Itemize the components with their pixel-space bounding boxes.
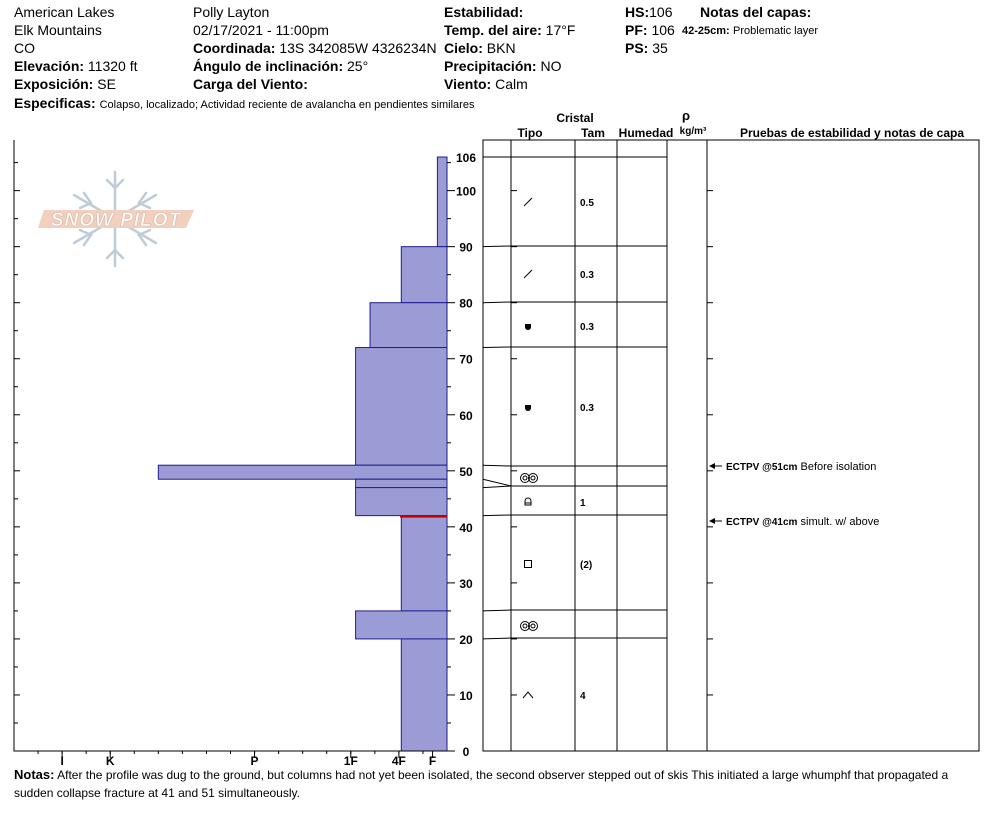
layer-note: 42-25cm: Problematic layer xyxy=(682,25,819,37)
moisture-header: Humedad xyxy=(618,126,674,140)
pit-depth: PF: 106 xyxy=(625,22,675,38)
observer-name: Polly Layton xyxy=(193,4,270,20)
grain-size-label: 4 xyxy=(580,691,586,702)
depth-tick-label: 0 xyxy=(462,745,470,759)
notes-text: After the profile was dug to the ground, but columns had not yet been isolated, the second observer stepped out of skis This initiated a large whumphf that propagated a sudden collapse fracture at 41 and 51 simultaneously. xyxy=(14,768,949,800)
layer-notes-title: Notas del capas: xyxy=(700,4,812,20)
hardness-bar-8 xyxy=(356,611,447,639)
snowpilot-logo xyxy=(38,172,194,266)
hardness-bar-5 xyxy=(356,479,447,487)
depth-tick-label: 60 xyxy=(459,408,473,423)
hardness-tick-label: F xyxy=(428,754,437,768)
hardness-tick-label: K xyxy=(105,754,115,768)
hardness-bar-4 xyxy=(158,465,447,479)
rounded-grain-icon xyxy=(525,324,531,330)
precipitation: Precipitación: NO xyxy=(444,58,562,74)
caret-mark xyxy=(523,692,533,698)
depth-tick-label: 90 xyxy=(459,240,473,255)
depth-tick-label: 10 xyxy=(459,688,473,703)
hardness-tick-label: 1F xyxy=(343,754,358,768)
tests-header: Pruebas de estabilidad y notas de capa xyxy=(739,126,965,140)
rounded-grain-icon xyxy=(525,405,531,411)
hardness-bar-7 xyxy=(401,516,447,611)
precip-particle-icon xyxy=(524,270,532,278)
test-code: ECTPV @51cm xyxy=(726,462,798,473)
air-temperature: Temp. del aire: 17°F xyxy=(444,22,576,38)
depth-tick-label: 20 xyxy=(459,632,473,647)
grain-size-label: 1 xyxy=(580,498,586,509)
hardness-tick-label: 4F xyxy=(391,754,406,768)
profile-notes xyxy=(14,766,980,802)
hardness-tick-label: P xyxy=(250,754,259,768)
hardness-bar-3 xyxy=(356,348,447,466)
depth-tick-label: 106 xyxy=(455,151,477,165)
test-code: ECTPV @41cm xyxy=(726,517,798,528)
precip-particle-icon xyxy=(524,198,532,206)
grain-size-label: (2) xyxy=(580,560,593,571)
ring-right-inner xyxy=(531,476,535,480)
type-header: Tipo xyxy=(517,126,543,140)
specifics: Especificas: Colapso, localizado; Actividad reciente de avalancha en pendientes similares xyxy=(14,95,475,111)
wind: Viento: Calm xyxy=(444,76,528,92)
depth-tick-label: 30 xyxy=(459,576,473,591)
depth-tick-label: 40 xyxy=(459,520,473,535)
crystal-header: Cristal xyxy=(556,111,594,125)
layer-boundary-48 xyxy=(483,479,511,486)
snow-height: HS:106 xyxy=(625,4,673,20)
hardness-bar-1 xyxy=(401,247,447,303)
layer-table-frame xyxy=(483,140,979,751)
hardness-bar-2 xyxy=(370,303,447,348)
ring-left-inner xyxy=(523,476,527,480)
arrow-head-icon xyxy=(709,518,715,524)
surface-hoar-icon xyxy=(521,622,538,631)
sky-cover: Cielo: BKN xyxy=(444,40,516,56)
grain-size-label: 0.3 xyxy=(580,322,594,333)
hardness-bar-9 xyxy=(401,639,447,751)
aspect: Exposición: SE xyxy=(14,76,116,92)
layer-boundary-72 xyxy=(483,347,667,348)
faceted-crystal-icon xyxy=(525,561,532,568)
grain-size-label: 0.3 xyxy=(580,403,594,414)
rho-header: ρ xyxy=(681,108,691,123)
elevation: Elevación: 11320 ft xyxy=(14,58,138,74)
logo-text: SNOW PILOT xyxy=(50,210,182,231)
density-unit-header: kg/m³ xyxy=(679,126,707,137)
notes-label: Notas: xyxy=(14,767,55,782)
stability-test-0 xyxy=(726,461,876,473)
depth-tick-label: 80 xyxy=(459,296,473,311)
surface-hoar-icon xyxy=(521,474,538,483)
location-name: American Lakes xyxy=(14,4,115,20)
test-comment: simult. w/ above xyxy=(797,516,880,528)
facet-round-mark xyxy=(525,498,531,505)
round-mark xyxy=(525,405,531,411)
ring-left-inner xyxy=(523,624,527,628)
ski-penetration: PS: 35 xyxy=(625,40,668,56)
size-header: Tam xyxy=(581,126,605,140)
grain-size-label: 0.5 xyxy=(580,198,594,209)
slope-angle: Ángulo de inclinación: 25° xyxy=(193,58,369,74)
stability-test-1 xyxy=(726,516,879,528)
square-mark xyxy=(525,561,532,568)
depth-hoar-icon xyxy=(523,692,533,698)
round-mark xyxy=(525,324,531,330)
hardness-bar-6 xyxy=(356,488,447,516)
depth-tick-label: 100 xyxy=(455,184,477,199)
coordinates: Coordinada: 13S 342085W 4326234N xyxy=(193,40,437,56)
mountain-range: Elk Mountains xyxy=(14,22,102,38)
depth-tick-label: 50 xyxy=(459,464,473,479)
faceted-rounded-icon xyxy=(525,498,531,505)
hardness-bar-0 xyxy=(437,157,447,247)
wind-loading: Carga del Viento: xyxy=(193,76,308,92)
slash-mark xyxy=(524,198,532,206)
observation-datetime: 02/17/2021 - 11:00pm xyxy=(193,22,329,38)
hardness-tick-label: I xyxy=(60,754,64,768)
grain-size-label: 0.3 xyxy=(580,270,594,281)
ring-right-inner xyxy=(531,624,535,628)
stability: Estabilidad: xyxy=(444,4,524,20)
slash-mark xyxy=(524,270,532,278)
arrow-head-icon xyxy=(709,463,715,469)
depth-tick-label: 70 xyxy=(459,352,473,367)
test-comment: Before isolation xyxy=(797,461,877,473)
state: CO xyxy=(14,40,35,56)
